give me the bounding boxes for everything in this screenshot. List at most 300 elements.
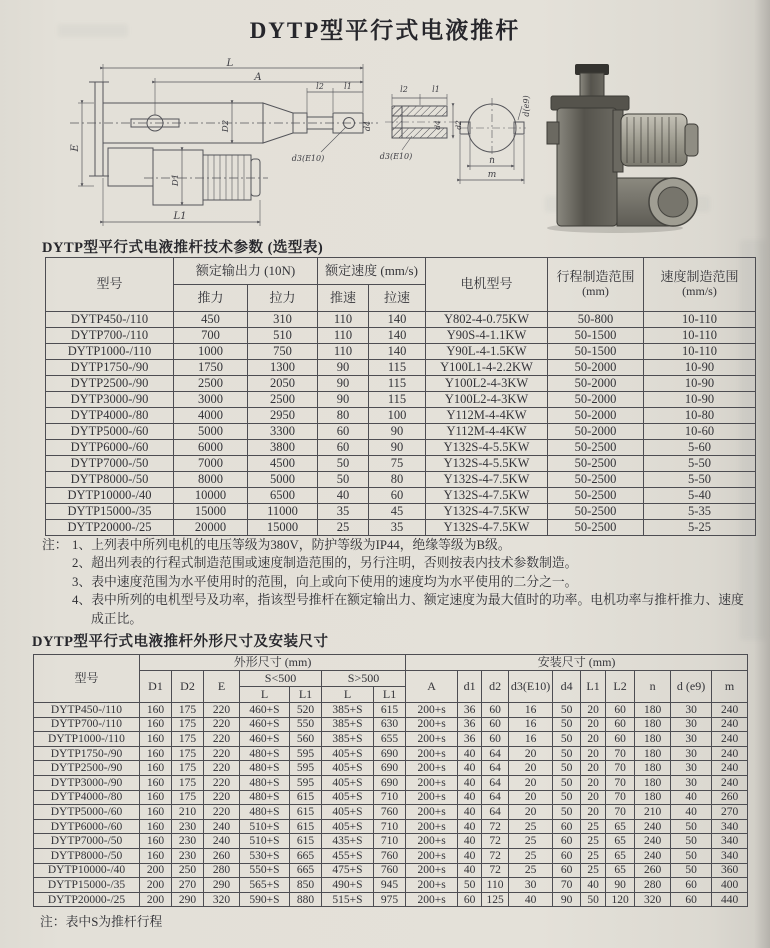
value-cell: 5-50	[644, 456, 756, 472]
value-cell: 405+S	[322, 761, 374, 776]
value-cell: 220	[204, 790, 240, 805]
value-cell: 270	[712, 805, 748, 820]
value-cell: 50	[581, 892, 606, 907]
value-cell: Y100L2-4-3KW	[426, 376, 548, 392]
value-cell: 3300	[248, 424, 318, 440]
value-cell: 64	[482, 746, 509, 761]
value-cell: Y90L-4-1.5KW	[426, 344, 548, 360]
value-cell: 115	[369, 360, 426, 376]
value-cell: 160	[140, 834, 172, 849]
table-row	[46, 504, 756, 520]
product-photo	[535, 60, 710, 234]
value-cell: 36	[458, 717, 482, 732]
model-cell: DYTP700-/110	[46, 328, 174, 344]
value-cell: 72	[482, 834, 509, 849]
model-cell: DYTP20000-/25	[46, 520, 174, 536]
header-push-speed: 推速	[318, 285, 369, 312]
value-cell: 125	[482, 892, 509, 907]
table-row	[34, 703, 748, 718]
value-cell: 16	[509, 703, 553, 718]
header-E: E	[204, 671, 240, 703]
value-cell: 210	[172, 805, 204, 820]
value-cell: 50	[671, 819, 712, 834]
value-cell: 175	[172, 761, 204, 776]
value-cell: 200+s	[406, 878, 458, 893]
dim-label-l1: l1	[344, 82, 352, 91]
value-cell: 175	[172, 775, 204, 790]
value-cell: 40	[581, 878, 606, 893]
value-cell: 40	[318, 488, 369, 504]
value-cell: 405+S	[322, 746, 374, 761]
value-cell: Y802-4-0.75KW	[426, 312, 548, 328]
value-cell: 20	[581, 775, 606, 790]
dim-label-D1: D1	[171, 173, 181, 187]
value-cell: 615	[290, 805, 322, 820]
value-cell: 5-25	[644, 520, 756, 536]
header-d1-install: d1	[458, 671, 482, 703]
value-cell: 20	[581, 746, 606, 761]
value-cell: 110	[318, 328, 369, 344]
value-cell: 200+s	[406, 746, 458, 761]
page-title: DYTP型平行式电液推杆	[249, 18, 521, 43]
value-cell: 220	[204, 703, 240, 718]
value-cell: 200+s	[406, 892, 458, 907]
value-cell: 25	[318, 520, 369, 536]
dim-label-d4: d4	[363, 120, 372, 132]
value-cell: Y112M-4-4KW	[426, 408, 548, 424]
value-cell: 20	[581, 790, 606, 805]
value-cell: 200+s	[406, 819, 458, 834]
value-cell: 260	[635, 863, 671, 878]
value-cell: Y132S-4-7.5KW	[426, 472, 548, 488]
note-item: 2、超出列表的行程式制造范围或速度制造范围的，另行注明，否则按表内技术参数制造。	[72, 556, 578, 571]
table-row	[34, 761, 748, 776]
model-cell: DYTP8000-/50	[34, 848, 140, 863]
header-motor-model: 电机型号	[426, 258, 548, 312]
note-item: 1、上列表中所列电机的电压等级为380V，防护等级为IP44，绝缘等级为B级。	[72, 538, 511, 552]
value-cell: 435+S	[322, 834, 374, 849]
header-L-lt: L	[240, 687, 290, 703]
value-cell: 595	[290, 761, 322, 776]
model-cell: DYTP450-/110	[34, 703, 140, 718]
value-cell: 90	[553, 892, 581, 907]
header-model: 型号	[34, 655, 140, 703]
spec-table	[45, 257, 756, 536]
value-cell: 90	[606, 878, 635, 893]
value-cell: 250	[172, 863, 204, 878]
value-cell: 75	[369, 456, 426, 472]
value-cell: 690	[374, 775, 406, 790]
value-cell: 20	[581, 703, 606, 718]
value-cell: 220	[204, 717, 240, 732]
value-cell: 50	[553, 761, 581, 776]
value-cell: 270	[172, 878, 204, 893]
value-cell: 80	[318, 408, 369, 424]
value-cell: 50-2000	[548, 408, 644, 424]
value-cell: 110	[318, 312, 369, 328]
table-row	[34, 790, 748, 805]
value-cell: 10-110	[644, 328, 756, 344]
model-cell: DYTP450-/110	[46, 312, 174, 328]
header-d2-install: d2	[482, 671, 509, 703]
table-row	[46, 328, 756, 344]
value-cell: 2950	[248, 408, 318, 424]
value-cell: 160	[140, 761, 172, 776]
value-cell: 220	[204, 805, 240, 820]
header-speed-range-label: 速度制造范围	[660, 269, 739, 285]
dim-label-L1: L1	[173, 211, 187, 222]
header-L-gt: L	[322, 687, 374, 703]
value-cell: 25	[581, 848, 606, 863]
value-cell: 405+S	[322, 775, 374, 790]
value-cell: 65	[606, 848, 635, 863]
header-pull-force: 拉力	[248, 285, 318, 312]
value-cell: 90	[369, 424, 426, 440]
value-cell: 460+S	[240, 732, 290, 747]
header-L1-lt: L1	[290, 687, 322, 703]
value-cell: 50	[553, 790, 581, 805]
header-stroke-range	[548, 258, 644, 312]
value-cell: 25	[581, 834, 606, 849]
value-cell: 290	[204, 878, 240, 893]
value-cell: 60	[482, 717, 509, 732]
table-row	[34, 878, 748, 893]
value-cell: 40	[458, 819, 482, 834]
value-cell: 1300	[248, 360, 318, 376]
value-cell: 11000	[248, 504, 318, 520]
value-cell: 710	[374, 834, 406, 849]
header-stroke-range-label: 行程制造范围	[556, 269, 635, 285]
dim-label-m: m	[487, 170, 497, 180]
value-cell: 40	[509, 892, 553, 907]
table-row	[46, 408, 756, 424]
value-cell: 35	[369, 520, 426, 536]
value-cell: 25	[581, 863, 606, 878]
value-cell: 290	[172, 892, 204, 907]
value-cell: 50-1500	[548, 328, 644, 344]
value-cell: 140	[369, 328, 426, 344]
value-cell: 50-2500	[548, 520, 644, 536]
value-cell: 710	[374, 790, 406, 805]
dim-label-L: L	[226, 58, 234, 69]
value-cell: 240	[712, 746, 748, 761]
value-cell: 40	[458, 805, 482, 820]
model-cell: DYTP15000-/35	[34, 878, 140, 893]
value-cell: 175	[172, 717, 204, 732]
value-cell: 460+S	[240, 717, 290, 732]
dim-label-d4-section: d4	[433, 120, 442, 130]
value-cell: 515+S	[322, 892, 374, 907]
value-cell: 230	[172, 848, 204, 863]
value-cell: 110	[482, 878, 509, 893]
header-L1-gt: L1	[374, 687, 406, 703]
value-cell: 630	[374, 717, 406, 732]
model-cell: DYTP4000-/80	[46, 408, 174, 424]
value-cell: 15000	[248, 520, 318, 536]
value-cell: 3800	[248, 440, 318, 456]
value-cell: 72	[482, 819, 509, 834]
value-cell: 510	[248, 328, 318, 344]
value-cell: 400	[712, 878, 748, 893]
value-cell: 60	[553, 863, 581, 878]
value-cell: 20	[509, 805, 553, 820]
value-cell: 50-2500	[548, 504, 644, 520]
value-cell: 50-2000	[548, 376, 644, 392]
value-cell: 10-90	[644, 376, 756, 392]
header-m: m	[712, 671, 748, 703]
value-cell: 160	[140, 790, 172, 805]
figure-area	[40, 58, 740, 236]
table-row	[46, 360, 756, 376]
value-cell: 8000	[174, 472, 248, 488]
value-cell: 200+s	[406, 863, 458, 878]
value-cell: 180	[635, 790, 671, 805]
value-cell: 480+S	[240, 761, 290, 776]
value-cell: 230	[172, 819, 204, 834]
table-row	[46, 456, 756, 472]
value-cell: 240	[712, 703, 748, 718]
value-cell: 5000	[248, 472, 318, 488]
dim-label-l1-section: l1	[432, 85, 440, 94]
dim-label-A: A	[254, 72, 262, 83]
value-cell: 510+S	[240, 819, 290, 834]
value-cell: 3000	[174, 392, 248, 408]
value-cell: 10-110	[644, 312, 756, 328]
value-cell: 50-2500	[548, 488, 644, 504]
table-row	[34, 746, 748, 761]
table-row	[46, 392, 756, 408]
value-cell: 50-2500	[548, 472, 644, 488]
dim-label-E: E	[70, 144, 81, 152]
header-speed-range-unit: (mm/s)	[682, 284, 717, 299]
model-cell: DYTP6000-/60	[46, 440, 174, 456]
value-cell: 40	[458, 848, 482, 863]
model-cell: DYTP10000-/40	[46, 488, 174, 504]
value-cell: 615	[374, 703, 406, 718]
value-cell: 2050	[248, 376, 318, 392]
table-row	[34, 717, 748, 732]
table-row	[46, 376, 756, 392]
value-cell: 240	[204, 834, 240, 849]
value-cell: 50-2000	[548, 424, 644, 440]
value-cell: 320	[204, 892, 240, 907]
value-cell: 20	[509, 775, 553, 790]
value-cell: 200+s	[406, 775, 458, 790]
dim-label-d2-section: d2	[454, 120, 463, 130]
header-n: n	[635, 671, 671, 703]
value-cell: 310	[248, 312, 318, 328]
model-cell: DYTP7000-/50	[34, 834, 140, 849]
dim-label-l2-section: l2	[400, 85, 408, 94]
value-cell: 40	[458, 761, 482, 776]
value-cell: 240	[712, 761, 748, 776]
value-cell: 16	[509, 717, 553, 732]
model-cell: DYTP1750-/90	[34, 746, 140, 761]
value-cell: 200+s	[406, 790, 458, 805]
model-cell: DYTP700-/110	[34, 717, 140, 732]
table-row	[34, 834, 748, 849]
value-cell: 490+S	[322, 878, 374, 893]
value-cell: 385+S	[322, 717, 374, 732]
value-cell: 60	[671, 878, 712, 893]
value-cell: 480+S	[240, 746, 290, 761]
value-cell: Y100L1-4-2.2KW	[426, 360, 548, 376]
model-cell: DYTP5000-/60	[34, 805, 140, 820]
value-cell: 10-60	[644, 424, 756, 440]
value-cell: 40	[458, 834, 482, 849]
value-cell: 72	[482, 848, 509, 863]
value-cell: 20	[581, 732, 606, 747]
value-cell: 5-35	[644, 504, 756, 520]
value-cell: 220	[204, 746, 240, 761]
header-d-e9: d (e9)	[671, 671, 712, 703]
model-cell: DYTP20000-/25	[34, 892, 140, 907]
value-cell: Y100L2-4-3KW	[426, 392, 548, 408]
value-cell: Y132S-4-7.5KW	[426, 488, 548, 504]
value-cell: 20	[509, 746, 553, 761]
value-cell: 60	[318, 424, 369, 440]
value-cell: 200+s	[406, 834, 458, 849]
value-cell: 20	[509, 761, 553, 776]
value-cell: 40	[458, 790, 482, 805]
value-cell: 140	[369, 312, 426, 328]
value-cell: 70	[606, 805, 635, 820]
header-D1: D1	[140, 671, 172, 703]
value-cell: Y132S-4-5.5KW	[426, 440, 548, 456]
value-cell: 4000	[174, 408, 248, 424]
value-cell: 60	[458, 892, 482, 907]
value-cell: 180	[635, 717, 671, 732]
value-cell: 30	[671, 717, 712, 732]
value-cell: 80	[369, 472, 426, 488]
value-cell: 20	[581, 761, 606, 776]
value-cell: 25	[509, 848, 553, 863]
value-cell: 240	[712, 717, 748, 732]
value-cell: 100	[369, 408, 426, 424]
value-cell: 880	[290, 892, 322, 907]
value-cell: 115	[369, 392, 426, 408]
value-cell: 70	[606, 761, 635, 776]
value-cell: 510+S	[240, 834, 290, 849]
model-cell: DYTP6000-/60	[34, 819, 140, 834]
value-cell: 160	[140, 819, 172, 834]
header-rated-speed: 额定速度 (mm/s)	[318, 258, 426, 285]
value-cell: 10-90	[644, 360, 756, 376]
value-cell: 70	[606, 775, 635, 790]
value-cell: 200	[140, 892, 172, 907]
value-cell: 760	[374, 805, 406, 820]
value-cell: 30	[671, 775, 712, 790]
dim-label-D2: D2	[221, 119, 231, 133]
value-cell: 240	[712, 732, 748, 747]
value-cell: 72	[482, 863, 509, 878]
value-cell: 60	[671, 892, 712, 907]
value-cell: 50	[318, 472, 369, 488]
notes-prefix: 注：	[42, 538, 68, 552]
value-cell: 50	[553, 775, 581, 790]
table-row	[46, 488, 756, 504]
value-cell: 65	[606, 819, 635, 834]
value-cell: 140	[369, 344, 426, 360]
value-cell: 160	[140, 703, 172, 718]
value-cell: 595	[290, 775, 322, 790]
value-cell: 160	[140, 805, 172, 820]
spec-table-caption: DYTP型平行式电液推杆技术参数 (选型表)	[42, 240, 324, 256]
value-cell: 50-2500	[548, 456, 644, 472]
value-cell: Y132S-4-5.5KW	[426, 456, 548, 472]
value-cell: 200+s	[406, 805, 458, 820]
value-cell: 405+S	[322, 790, 374, 805]
value-cell: 60	[369, 488, 426, 504]
model-cell: DYTP7000-/50	[46, 456, 174, 472]
value-cell: 240	[635, 834, 671, 849]
value-cell: 90	[369, 440, 426, 456]
value-cell: 50	[553, 746, 581, 761]
value-cell: 385+S	[322, 703, 374, 718]
value-cell: 480+S	[240, 775, 290, 790]
dims-table-caption: DYTP型平行式电液推杆外形尺寸及安装尺寸	[32, 634, 329, 650]
value-cell: 665	[290, 848, 322, 863]
value-cell: 64	[482, 805, 509, 820]
value-cell: 200+s	[406, 717, 458, 732]
value-cell: 850	[290, 878, 322, 893]
header-stroke-range-unit: (mm)	[582, 284, 609, 299]
header-push-force: 推力	[174, 285, 248, 312]
value-cell: 590+S	[240, 892, 290, 907]
value-cell: 2500	[248, 392, 318, 408]
value-cell: 280	[204, 863, 240, 878]
value-cell: 180	[635, 732, 671, 747]
header-L2-install: L2	[606, 671, 635, 703]
value-cell: 60	[553, 819, 581, 834]
note-item: 4、表中所列的电机型号及功率，指该型号推杆在额定输出力、额定速度为最大值时的功率。电机功率与推杆推力、速度成正比。	[72, 593, 744, 626]
value-cell: 10-110	[644, 344, 756, 360]
table-row	[46, 440, 756, 456]
value-cell: 65	[606, 863, 635, 878]
value-cell: 175	[172, 790, 204, 805]
value-cell: 10-90	[644, 392, 756, 408]
value-cell: 975	[374, 892, 406, 907]
value-cell: 20	[581, 805, 606, 820]
value-cell: 750	[248, 344, 318, 360]
table-row	[34, 775, 748, 790]
value-cell: 50-2500	[548, 440, 644, 456]
value-cell: 1000	[174, 344, 248, 360]
table-row	[34, 892, 748, 907]
value-cell: 60	[606, 717, 635, 732]
value-cell: 35	[318, 504, 369, 520]
value-cell: 50	[318, 456, 369, 472]
value-cell: 760	[374, 863, 406, 878]
value-cell: 70	[606, 746, 635, 761]
value-cell: 180	[635, 703, 671, 718]
value-cell: 665	[290, 863, 322, 878]
value-cell: 64	[482, 775, 509, 790]
table-row	[46, 344, 756, 360]
value-cell: 6500	[248, 488, 318, 504]
value-cell: Y132S-4-7.5KW	[426, 520, 548, 536]
value-cell: 180	[635, 761, 671, 776]
value-cell: 320	[635, 892, 671, 907]
value-cell: 550	[290, 717, 322, 732]
value-cell: 520	[290, 703, 322, 718]
value-cell: 50	[671, 834, 712, 849]
value-cell: 200+s	[406, 848, 458, 863]
value-cell: 50-800	[548, 312, 644, 328]
value-cell: 50	[671, 863, 712, 878]
value-cell: 480+S	[240, 790, 290, 805]
value-cell: 530+S	[240, 848, 290, 863]
